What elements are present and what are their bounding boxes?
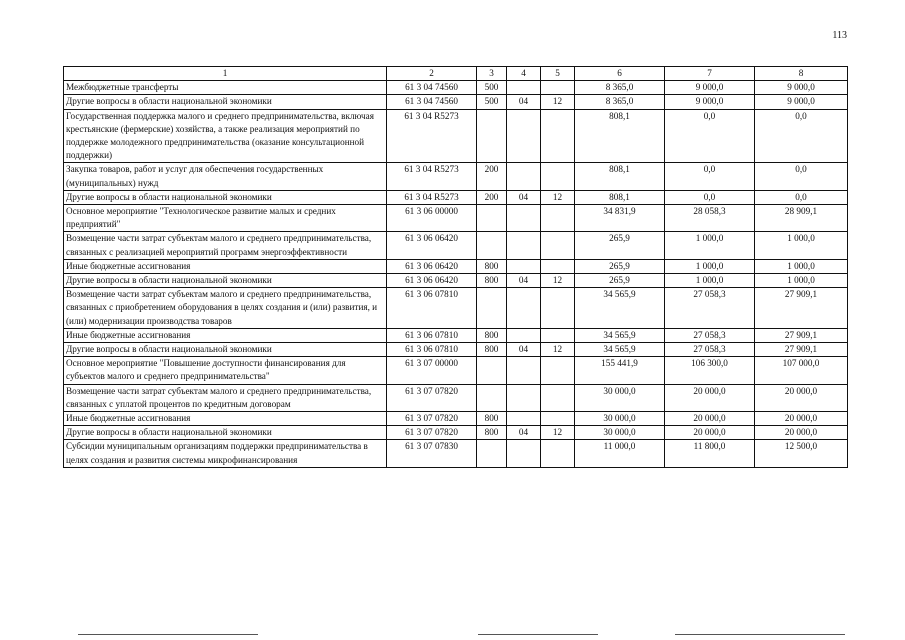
column-header: 8 [755,67,848,81]
table-row [64,190,848,204]
row-amount-cell: 8 365,0 [575,95,665,109]
row-amount-cell: 9 000,0 [665,81,755,95]
row-section-cell [507,81,541,95]
column-header: 4 [507,67,541,81]
row-expense-type-cell: 800 [477,343,507,357]
row-amount-cell: 8 365,0 [575,81,665,95]
scan-artifact-line [675,634,845,635]
row-section-cell: 04 [507,95,541,109]
table-row [64,109,848,163]
row-expense-type-cell: 200 [477,190,507,204]
row-code-cell: 61 3 04 R5273 [387,190,477,204]
budget-table [63,66,848,468]
row-amount-cell: 27 909,1 [755,328,848,342]
row-expense-type-cell: 800 [477,328,507,342]
row-code-cell: 61 3 07 07820 [387,412,477,426]
row-section-cell: 04 [507,274,541,288]
row-amount-cell: 808,1 [575,163,665,190]
row-section-cell [507,205,541,232]
row-name-cell: Возмещение части затрат субъектам малого и среднего предпринимательства, связанных с реализацией мероприятий программ энергоэффективности [64,232,387,259]
row-expense-type-cell: 500 [477,81,507,95]
row-amount-cell: 34 565,9 [575,288,665,329]
row-code-cell: 61 3 06 00000 [387,205,477,232]
row-amount-cell: 0,0 [665,163,755,190]
row-subsection-cell [541,288,575,329]
table-body [64,81,848,468]
row-amount-cell: 265,9 [575,274,665,288]
row-amount-cell: 9 000,0 [755,81,848,95]
table-row [64,357,848,384]
row-expense-type-cell: 800 [477,426,507,440]
row-code-cell: 61 3 06 07810 [387,328,477,342]
row-name-cell: Основное мероприятие "Повышение доступности финансирования для субъектов малого и среднего предпринимательства" [64,357,387,384]
row-section-cell [507,288,541,329]
column-header: 2 [387,67,477,81]
row-name-cell: Межбюджетные трансферты [64,81,387,95]
column-header: 1 [64,67,387,81]
table-row [64,274,848,288]
table-row [64,232,848,259]
page-number: 113 [832,30,847,41]
row-section-cell: 04 [507,190,541,204]
row-subsection-cell [541,384,575,411]
row-amount-cell: 27 909,1 [755,343,848,357]
row-code-cell: 61 3 07 07830 [387,440,477,467]
row-name-cell: Другие вопросы в области национальной экономики [64,190,387,204]
row-code-cell: 61 3 06 06420 [387,232,477,259]
row-amount-cell: 28 058,3 [665,205,755,232]
row-amount-cell: 808,1 [575,109,665,163]
row-amount-cell: 34 565,9 [575,343,665,357]
row-amount-cell: 30 000,0 [575,384,665,411]
row-amount-cell: 20 000,0 [665,384,755,411]
table-row [64,259,848,273]
row-expense-type-cell: 800 [477,274,507,288]
table-row [64,328,848,342]
row-amount-cell: 0,0 [665,109,755,163]
row-code-cell: 61 3 04 74560 [387,81,477,95]
row-section-cell [507,109,541,163]
row-expense-type-cell [477,109,507,163]
row-code-cell: 61 3 07 07820 [387,426,477,440]
row-expense-type-cell [477,384,507,411]
row-amount-cell: 0,0 [665,190,755,204]
row-subsection-cell [541,109,575,163]
row-amount-cell: 11 800,0 [665,440,755,467]
table-row [64,163,848,190]
row-subsection-cell [541,205,575,232]
row-subsection-cell: 12 [541,190,575,204]
row-expense-type-cell: 800 [477,412,507,426]
row-name-cell: Иные бюджетные ассигнования [64,259,387,273]
row-amount-cell: 107 000,0 [755,357,848,384]
row-amount-cell: 27 058,3 [665,343,755,357]
table-row [64,384,848,411]
table-row [64,412,848,426]
scan-artifact-line [478,634,598,635]
row-amount-cell: 0,0 [755,163,848,190]
table-row [64,95,848,109]
row-subsection-cell [541,259,575,273]
row-subsection-cell [541,232,575,259]
row-section-cell [507,357,541,384]
row-amount-cell: 20 000,0 [755,384,848,411]
row-name-cell: Субсидии муниципальным организациям поддержки предпринимательства в целях создания и развития системы микрофинансирования [64,440,387,467]
row-amount-cell: 265,9 [575,232,665,259]
row-expense-type-cell: 800 [477,259,507,273]
row-code-cell: 61 3 06 06420 [387,259,477,273]
row-subsection-cell [541,328,575,342]
row-amount-cell: 11 000,0 [575,440,665,467]
row-amount-cell: 20 000,0 [665,426,755,440]
row-subsection-cell: 12 [541,426,575,440]
row-code-cell: 61 3 04 R5273 [387,163,477,190]
row-amount-cell: 28 909,1 [755,205,848,232]
row-subsection-cell: 12 [541,95,575,109]
row-amount-cell: 20 000,0 [755,426,848,440]
column-header: 3 [477,67,507,81]
row-expense-type-cell [477,288,507,329]
row-section-cell: 04 [507,343,541,357]
row-amount-cell: 1 000,0 [755,274,848,288]
row-subsection-cell: 12 [541,274,575,288]
row-code-cell: 61 3 04 R5273 [387,109,477,163]
row-expense-type-cell [477,440,507,467]
table-row [64,205,848,232]
row-amount-cell: 20 000,0 [665,412,755,426]
row-code-cell: 61 3 07 07820 [387,384,477,411]
row-code-cell: 61 3 04 74560 [387,95,477,109]
row-section-cell [507,259,541,273]
row-code-cell: 61 3 06 06420 [387,274,477,288]
row-amount-cell: 1 000,0 [665,232,755,259]
scan-artifact-line [78,634,258,635]
row-subsection-cell [541,440,575,467]
row-section-cell [507,384,541,411]
row-amount-cell: 1 000,0 [665,274,755,288]
row-name-cell: Другие вопросы в области национальной экономики [64,343,387,357]
row-amount-cell: 27 909,1 [755,288,848,329]
row-subsection-cell [541,412,575,426]
row-expense-type-cell: 200 [477,163,507,190]
row-amount-cell: 30 000,0 [575,412,665,426]
row-amount-cell: 155 441,9 [575,357,665,384]
row-amount-cell: 34 831,9 [575,205,665,232]
row-code-cell: 61 3 06 07810 [387,288,477,329]
row-expense-type-cell [477,232,507,259]
column-header: 6 [575,67,665,81]
row-subsection-cell [541,81,575,95]
table-row [64,81,848,95]
row-amount-cell: 265,9 [575,259,665,273]
row-amount-cell: 12 500,0 [755,440,848,467]
row-name-cell: Другие вопросы в области национальной экономики [64,95,387,109]
row-amount-cell: 30 000,0 [575,426,665,440]
row-section-cell [507,440,541,467]
row-name-cell: Иные бюджетные ассигнования [64,412,387,426]
row-name-cell: Другие вопросы в области национальной экономики [64,426,387,440]
row-section-cell [507,163,541,190]
row-subsection-cell [541,357,575,384]
row-name-cell: Основное мероприятие "Технологическое развитие малых и средних предприятий" [64,205,387,232]
row-amount-cell: 9 000,0 [665,95,755,109]
table-row [64,343,848,357]
row-amount-cell: 106 300,0 [665,357,755,384]
row-name-cell: Возмещение части затрат субъектам малого и среднего предпринимательства, связанных с приобретением оборудования в целях создания и (или) развития, и (или) модернизации производства товаров [64,288,387,329]
row-name-cell: Закупка товаров, работ и услуг для обеспечения государственных (муниципальных) нужд [64,163,387,190]
row-section-cell: 04 [507,426,541,440]
row-subsection-cell [541,163,575,190]
row-amount-cell: 1 000,0 [665,259,755,273]
row-section-cell [507,412,541,426]
row-section-cell [507,328,541,342]
row-expense-type-cell: 500 [477,95,507,109]
row-expense-type-cell [477,357,507,384]
table-header-row [64,67,848,81]
row-name-cell: Государственная поддержка малого и среднего предпринимательства, включая крестьянские (фермерские) хозяйства, а также реализация мероприятий по поддержке молодежного предпринимательства (оказание консультационной поддержки) [64,109,387,163]
row-amount-cell: 9 000,0 [755,95,848,109]
row-amount-cell: 1 000,0 [755,259,848,273]
row-amount-cell: 27 058,3 [665,328,755,342]
column-header: 7 [665,67,755,81]
row-expense-type-cell [477,205,507,232]
column-header: 5 [541,67,575,81]
row-amount-cell: 1 000,0 [755,232,848,259]
row-code-cell: 61 3 06 07810 [387,343,477,357]
row-amount-cell: 0,0 [755,190,848,204]
row-amount-cell: 0,0 [755,109,848,163]
row-name-cell: Возмещение части затрат субъектам малого и среднего предпринимательства, связанных с уплатой процентов по кредитным договорам [64,384,387,411]
row-name-cell: Иные бюджетные ассигнования [64,328,387,342]
row-section-cell [507,232,541,259]
row-amount-cell: 20 000,0 [755,412,848,426]
row-subsection-cell: 12 [541,343,575,357]
row-amount-cell: 34 565,9 [575,328,665,342]
table-row [64,288,848,329]
table-row [64,426,848,440]
row-amount-cell: 27 058,3 [665,288,755,329]
row-name-cell: Другие вопросы в области национальной экономики [64,274,387,288]
row-code-cell: 61 3 07 00000 [387,357,477,384]
row-amount-cell: 808,1 [575,190,665,204]
table-row [64,440,848,467]
